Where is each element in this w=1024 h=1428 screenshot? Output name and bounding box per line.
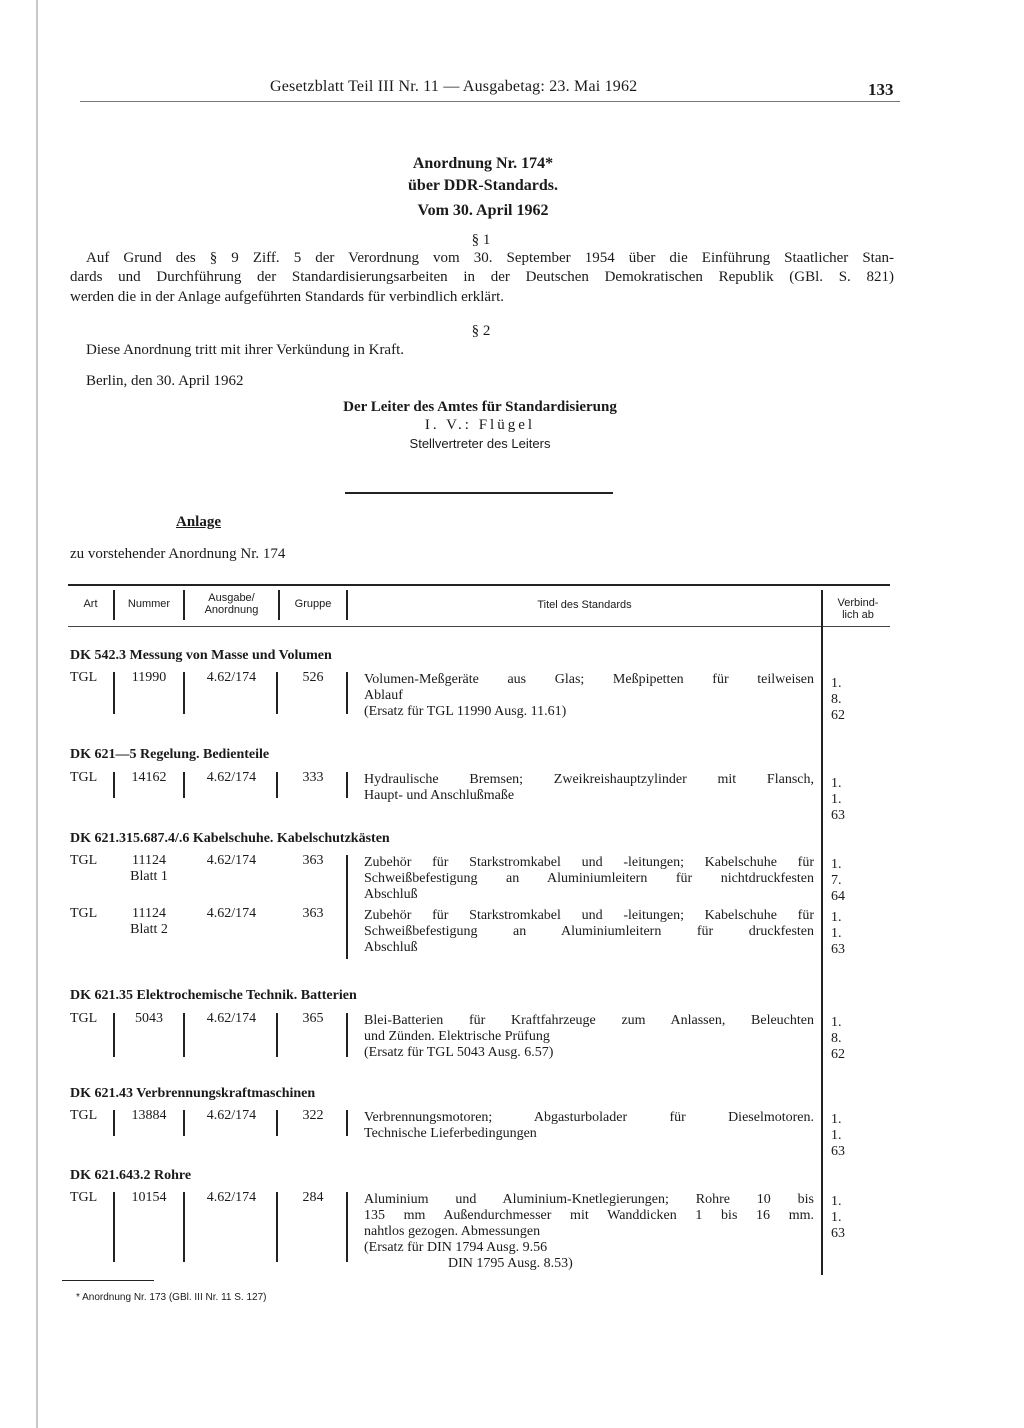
group-heading: DK 542.3 Messung von Masse und Volumen	[70, 648, 332, 663]
cell-verbindlich: 1. 1. 63	[831, 910, 845, 957]
verbindlich-column-rule	[821, 630, 823, 1275]
col-header-titel: Titel des Standards	[537, 599, 632, 611]
signature-office: Der Leiter des Amtes für Standardisierung	[343, 399, 617, 415]
title-line-2: über DDR-Standards.	[408, 177, 558, 194]
cell-nummer-sheet: Blatt 1	[130, 869, 168, 884]
cell-nummer: 5043	[135, 1011, 163, 1026]
cell-nummer-sheet: Blatt 2	[130, 922, 168, 937]
section-2-mark: § 2	[471, 323, 491, 339]
section-1-line-2: dards und Durchführung der Standardisierungsarbeiten in der Deutschen Demokratischen Republik (GBl. S. 821)	[70, 269, 894, 285]
cell-title-line: Abschluß	[364, 887, 418, 902]
cell-ausgabe: 4.62/174	[206, 1190, 257, 1205]
cell-divider	[346, 672, 348, 714]
header-rule	[80, 101, 900, 102]
cell-title-line: und Zünden. Elektrische Prüfung	[364, 1029, 550, 1044]
cell-title-line: nahtlos gezogen. Abmessungen	[364, 1224, 541, 1239]
cell-title	[364, 772, 814, 804]
col-header-ausgabe-2: Anordnung	[204, 604, 259, 616]
cell-divider	[276, 772, 278, 798]
group-heading: DK 621.35 Elektrochemische Technik. Batterien	[70, 988, 357, 1003]
cell-ausgabe: 4.62/174	[206, 906, 257, 921]
cell-art: TGL	[70, 1190, 98, 1205]
cell-ausgabe: 4.62/174	[206, 853, 257, 868]
page-edge-line	[36, 0, 38, 1428]
section-1-line-1: Auf Grund des § 9 Ziff. 5 der Verordnung vom 30. September 1954 über die Einführung Staatlicher Stan-	[86, 250, 894, 266]
group-heading: DK 621—5 Regelung. Bedienteile	[70, 747, 270, 762]
cell-title	[364, 855, 814, 903]
cell-verbindlich: 1. 7. 64	[831, 857, 845, 904]
cell-nummer: 11990	[131, 670, 167, 685]
cell-title-line: Technische Lieferbedingungen	[364, 1126, 537, 1141]
cell-divider	[276, 1013, 278, 1057]
cell-verbindlich: 1. 8. 62	[831, 676, 845, 723]
cell-title-line: Zubehör für Starkstromkabel und -leitungen; Kabelschuhe für	[364, 908, 814, 923]
cell-title-line: (Ersatz für TGL 11990 Ausg. 11.61)	[364, 704, 567, 719]
cell-divider	[276, 1110, 278, 1136]
title-line-1: Anordnung Nr. 174*	[412, 155, 554, 172]
group-heading: DK 621.643.2 Rohre	[70, 1168, 192, 1183]
cell-nummer: 10154	[131, 1190, 167, 1205]
cell-title-line: Schweißbefestigung an Aluminiumleitern für druckfesten	[364, 924, 814, 939]
cell-title	[364, 1110, 814, 1142]
cell-title	[364, 908, 814, 956]
cell-gruppe: 333	[302, 770, 324, 785]
col-header-verbindlich-1: Verbind-	[837, 597, 879, 609]
cell-gruppe: 526	[302, 670, 324, 685]
table-header-bottom-rule	[68, 626, 890, 627]
cell-ausgabe: 4.62/174	[206, 670, 257, 685]
footnote: * Anordnung Nr. 173 (GBl. III Nr. 11 S. 127)	[76, 1292, 267, 1303]
signature-name: I. V.: Flügel	[424, 417, 536, 433]
cell-title-line: DIN 1795 Ausg. 8.53)	[448, 1256, 573, 1271]
section-1-line-3: werden die in der Anlage aufgeführten Standards für verbindlich erklärt.	[70, 289, 505, 305]
cell-title-line: Aluminium und Aluminium-Knetlegierungen; Rohre 10 bis	[364, 1192, 814, 1207]
cell-title-line: 135 mm Außendurchmesser mit Wanddicken 1 bis 16 mm.	[364, 1208, 814, 1223]
cell-ausgabe: 4.62/174	[206, 770, 257, 785]
cell-divider	[276, 672, 278, 714]
place-date: Berlin, den 30. April 1962	[86, 373, 244, 389]
cell-art: TGL	[70, 670, 98, 685]
cell-gruppe: 363	[302, 853, 324, 868]
group-heading: DK 621.43 Verbrennungskraftmaschinen	[70, 1086, 316, 1101]
cell-title	[364, 1013, 814, 1061]
separator-rule	[345, 492, 613, 494]
cell-verbindlich: 1. 1. 63	[831, 1194, 845, 1241]
cell-divider	[346, 1110, 348, 1136]
cell-ausgabe: 4.62/174	[206, 1108, 257, 1123]
cell-title-line: Volumen-Meßgeräte aus Glas; Meßpipetten für teilweisen	[364, 672, 814, 687]
cell-gruppe: 284	[302, 1190, 324, 1205]
col-header-art: Art	[83, 598, 98, 610]
cell-title-line: Verbrennungsmotoren; Abgasturbolader für Dieselmotoren.	[364, 1110, 814, 1125]
cell-divider	[346, 1192, 348, 1262]
cell-art: TGL	[70, 770, 98, 785]
cell-title-line: Zubehör für Starkstromkabel und -leitungen; Kabelschuhe für	[364, 855, 814, 870]
cell-verbindlich: 1. 8. 62	[831, 1015, 845, 1062]
section-2-text: Diese Anordnung tritt mit ihrer Verkündung in Kraft.	[86, 342, 405, 358]
cell-title-line: (Ersatz für DIN 1794 Ausg. 9.56	[364, 1240, 548, 1255]
col-header-ausgabe-1: Ausgabe/	[208, 592, 255, 604]
cell-title	[364, 1192, 814, 1272]
page-number: 133	[868, 80, 894, 99]
cell-gruppe: 365	[302, 1011, 324, 1026]
running-header: Gesetzblatt Teil III Nr. 11 — Ausgabetag: 23. Mai 1962	[270, 78, 638, 95]
cell-title-line: Haupt- und Anschlußmaße	[364, 788, 515, 803]
cell-gruppe: 322	[302, 1108, 324, 1123]
title-date: Vom 30. April 1962	[417, 202, 549, 219]
group-heading: DK 621.315.687.4/.6 Kabelschuhe. Kabelschutzkästen	[70, 831, 390, 846]
section-1-mark: § 1	[471, 232, 491, 248]
cell-nummer: 11124	[132, 853, 166, 868]
table-top-rule	[68, 584, 890, 586]
cell-art: TGL	[70, 1108, 98, 1123]
cell-title-line: Ablauf	[364, 688, 403, 703]
col-header-gruppe: Gruppe	[294, 598, 332, 610]
signature-role: Stellvertreter des Leiters	[409, 436, 551, 451]
annex-heading: Anlage	[176, 514, 221, 530]
cell-art: TGL	[70, 1011, 98, 1026]
cell-art: TGL	[70, 853, 98, 868]
cell-divider	[346, 1013, 348, 1057]
cell-art: TGL	[70, 906, 98, 921]
cell-divider	[346, 772, 348, 798]
footnote-rule	[62, 1280, 154, 1281]
cell-divider	[346, 855, 348, 959]
cell-title-line: Hydraulische Bremsen; Zweikreishauptzylinder mit Flansch,	[364, 772, 814, 787]
cell-verbindlich: 1. 1. 63	[831, 1112, 845, 1159]
cell-nummer: 11124	[132, 906, 166, 921]
cell-ausgabe: 4.62/174	[206, 1011, 257, 1026]
cell-nummer: 13884	[131, 1108, 167, 1123]
cell-title-line: (Ersatz für TGL 5043 Ausg. 6.57)	[364, 1045, 554, 1060]
cell-nummer: 14162	[131, 770, 167, 785]
cell-verbindlich: 1. 1. 63	[831, 776, 845, 823]
cell-title-line: Abschluß	[364, 940, 418, 955]
col-header-verbindlich-2: lich ab	[842, 609, 874, 621]
annex-subtitle: zu vorstehender Anordnung Nr. 174	[70, 546, 286, 562]
cell-title-line: Schweißbefestigung an Aluminiumleitern für nichtdruckfesten	[364, 871, 814, 886]
col-header-nummer: Nummer	[127, 598, 171, 610]
cell-divider	[276, 1192, 278, 1262]
cell-gruppe: 363	[302, 906, 324, 921]
cell-title	[364, 672, 814, 720]
cell-title-line: Blei-Batterien für Kraftfahrzeuge zum Anlassen, Beleuchten	[364, 1013, 814, 1028]
